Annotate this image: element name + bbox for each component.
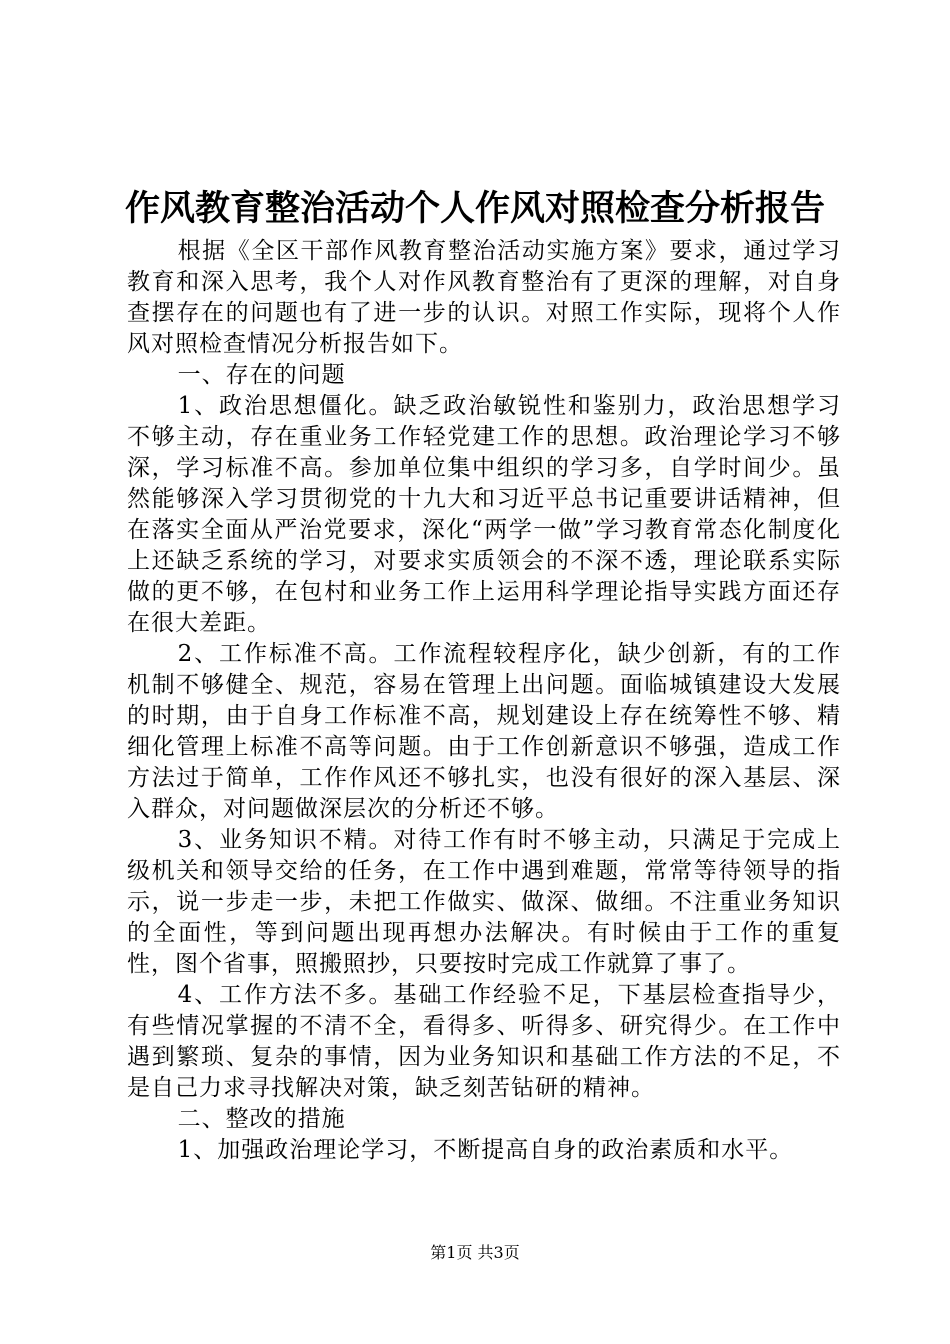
problem-paragraph-2: 2、工作标准不高。工作流程较程序化，缺少创新，有的工作机制不够健全、规范，容易在管理上出问题。面临城镇建设大发展的时期，由于自身工作标准不高，规划建设上存在统筹性不够、精细化管理上标准不高等问题。由于工作创新意识不够强，造成工作方法过于简单，工作作风还不够扎实，也没有很好的深入基层、深入群众，对问题做深层次的分析还不够。 [127, 641, 841, 822]
document-body [127, 236, 841, 1166]
measure-paragraph-1: 1、加强政治理论学习，不断提高自身的政治素质和水平。 [177, 1137, 794, 1163]
section-heading-measures: 二、整改的措施 [177, 1106, 346, 1132]
problem-paragraph-4: 4、工作方法不多。基础工作经验不足，下基层检查指导少，有些情况掌握的不清不全，看得多、听得多、研究得少。在工作中遇到繁琐、复杂的事情，因为业务知识和基础工作方法的不足，不是自己力求寻找解决对策，缺乏刻苦钻研的精神。 [127, 982, 841, 1101]
problem-paragraph-3: 3、业务知识不精。对待工作有时不够主动，只满足于完成上级机关和领导交给的任务，在工作中遇到难题，常常等待领导的指示，说一步走一步，未把工作做实、做深、做细。不注重业务知识的全面性，等到问题出现再想办法解决。有时候由于工作的重复性，图个省事，照搬照抄，只要按时完成工作就算了事了。 [127, 827, 841, 977]
problem-paragraph-1: 1、政治思想僵化。缺乏政治敏锐性和鉴别力，政治思想学习不够主动，存在重业务工作轻党建工作的思想。政治理论学习不够深，学习标准不高。参加单位集中组织的学习多，自学时间少。虽然能够深入学习贯彻党的十九大和习近平总书记重要讲话精神，但在落实全面从严治党要求，深化“两学一做”学习教育常态化制度化上还缺乏系统的学习，对要求实质领会的不深不透，理论联系实际做的更不够，在包村和业务工作上运用科学理论指导实践方面还存在很大差距。 [127, 393, 841, 636]
intro-paragraph: 根据《全区干部作风教育整治活动实施方案》要求，通过学习教育和深入思考，我个人对作风教育整治有了更深的理解，对自身查摆存在的问题也有了进一步的认识。对照工作实际，现将个人作风对照检查情况分析报告如下。 [127, 238, 841, 357]
page-footer: 第1页 共3页 [430, 1243, 520, 1262]
section-heading-problems: 一、存在的问题 [177, 362, 346, 388]
document-title: 作风教育整治活动个人作风对照检查分析报告 [124, 188, 825, 229]
